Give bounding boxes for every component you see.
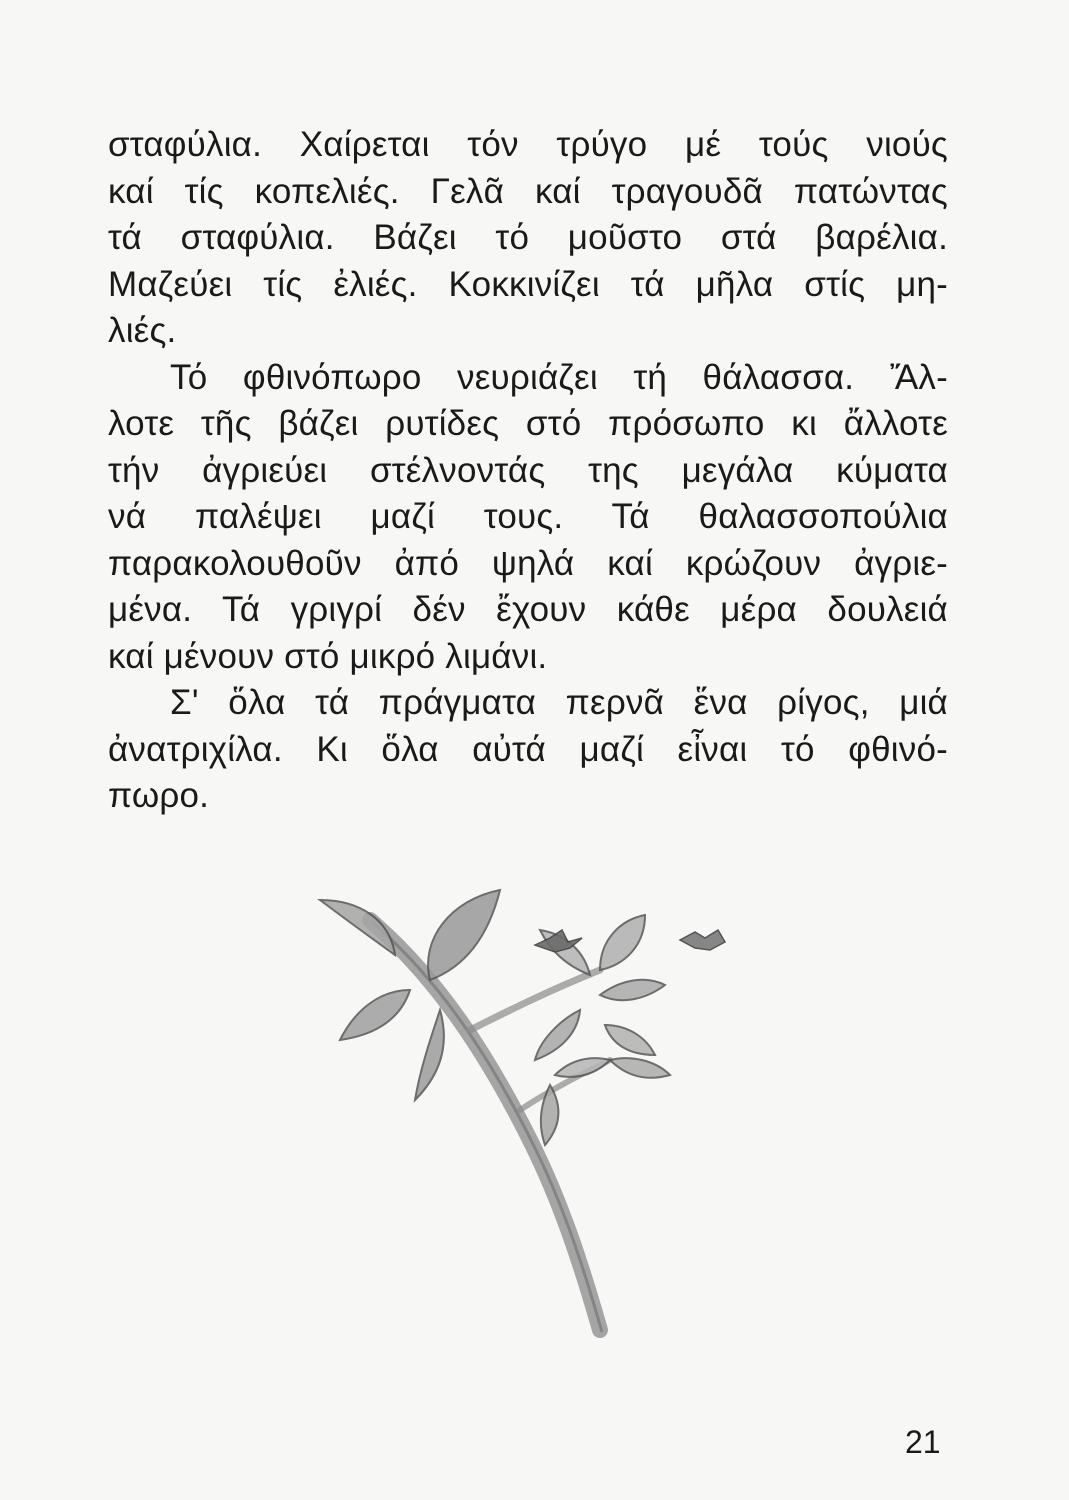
text-line: παρακολουθοῦν ἀπό ψηλά καί κρώζουν ἀγριε-	[108, 543, 948, 583]
leaf	[605, 1025, 655, 1055]
text-line: μένα. Τά γριγρί δέν ἔχουν κάθε μέρα δουλειά	[108, 590, 948, 629]
leaf	[428, 890, 500, 980]
branch	[470, 970, 600, 1030]
text-line: σταφύλια. Χαίρεται τόν τρύγο μέ τούς νιούς	[108, 125, 948, 164]
text-line: καί τίς κοπελιές. Γελᾶ καί τραγουδᾶ πατώντας	[108, 171, 948, 211]
leaf	[610, 1058, 670, 1078]
text-line: λοτε τῆς βάζει ρυτίδες στό πρόσωπο κι ἄλλοτε	[108, 404, 948, 443]
leaf	[320, 900, 395, 955]
text-line: καί μένουν στό μικρό λιμάνι.	[108, 636, 548, 676]
leaf	[555, 1058, 610, 1077]
leaf	[600, 915, 645, 970]
text-line: λιές.	[108, 311, 177, 350]
text-line: τήν ἀγριεύει στέλνοντάς της μεγάλα κύματα	[108, 450, 948, 490]
leaf	[415, 1010, 444, 1100]
page-number: 21	[905, 1424, 941, 1460]
text-line: Μαζεύει τίς ἐλιές. Κοκκινίζει τά μῆλα στίς μη-	[108, 264, 948, 304]
text-line: τά σταφύλια. Βάζει τό μοῦστο στά βαρέλια.	[108, 218, 948, 257]
leaf	[535, 1010, 580, 1060]
leaf	[600, 980, 665, 1000]
body-text	[108, 122, 948, 820]
text-line: ἀνατριχίλα. Κι ὅλα αὐτά μαζί εἶναι τό φθινό-	[108, 729, 948, 769]
plant-with-birds-icon	[300, 860, 760, 1340]
text-line: Τό φθινόπωρο νευριάζει τή θάλασσα. Ἄλ-	[170, 357, 948, 397]
text-line: νά παλέψει μαζί τους. Τά θαλασσοπούλια	[108, 497, 948, 536]
text-line: Σ' ὅλα τά πράγματα περνᾶ ἕνα ρίγος, μιά	[170, 683, 948, 722]
text-line: πωρο.	[108, 776, 210, 815]
leaf	[340, 990, 410, 1040]
bird	[680, 930, 725, 950]
